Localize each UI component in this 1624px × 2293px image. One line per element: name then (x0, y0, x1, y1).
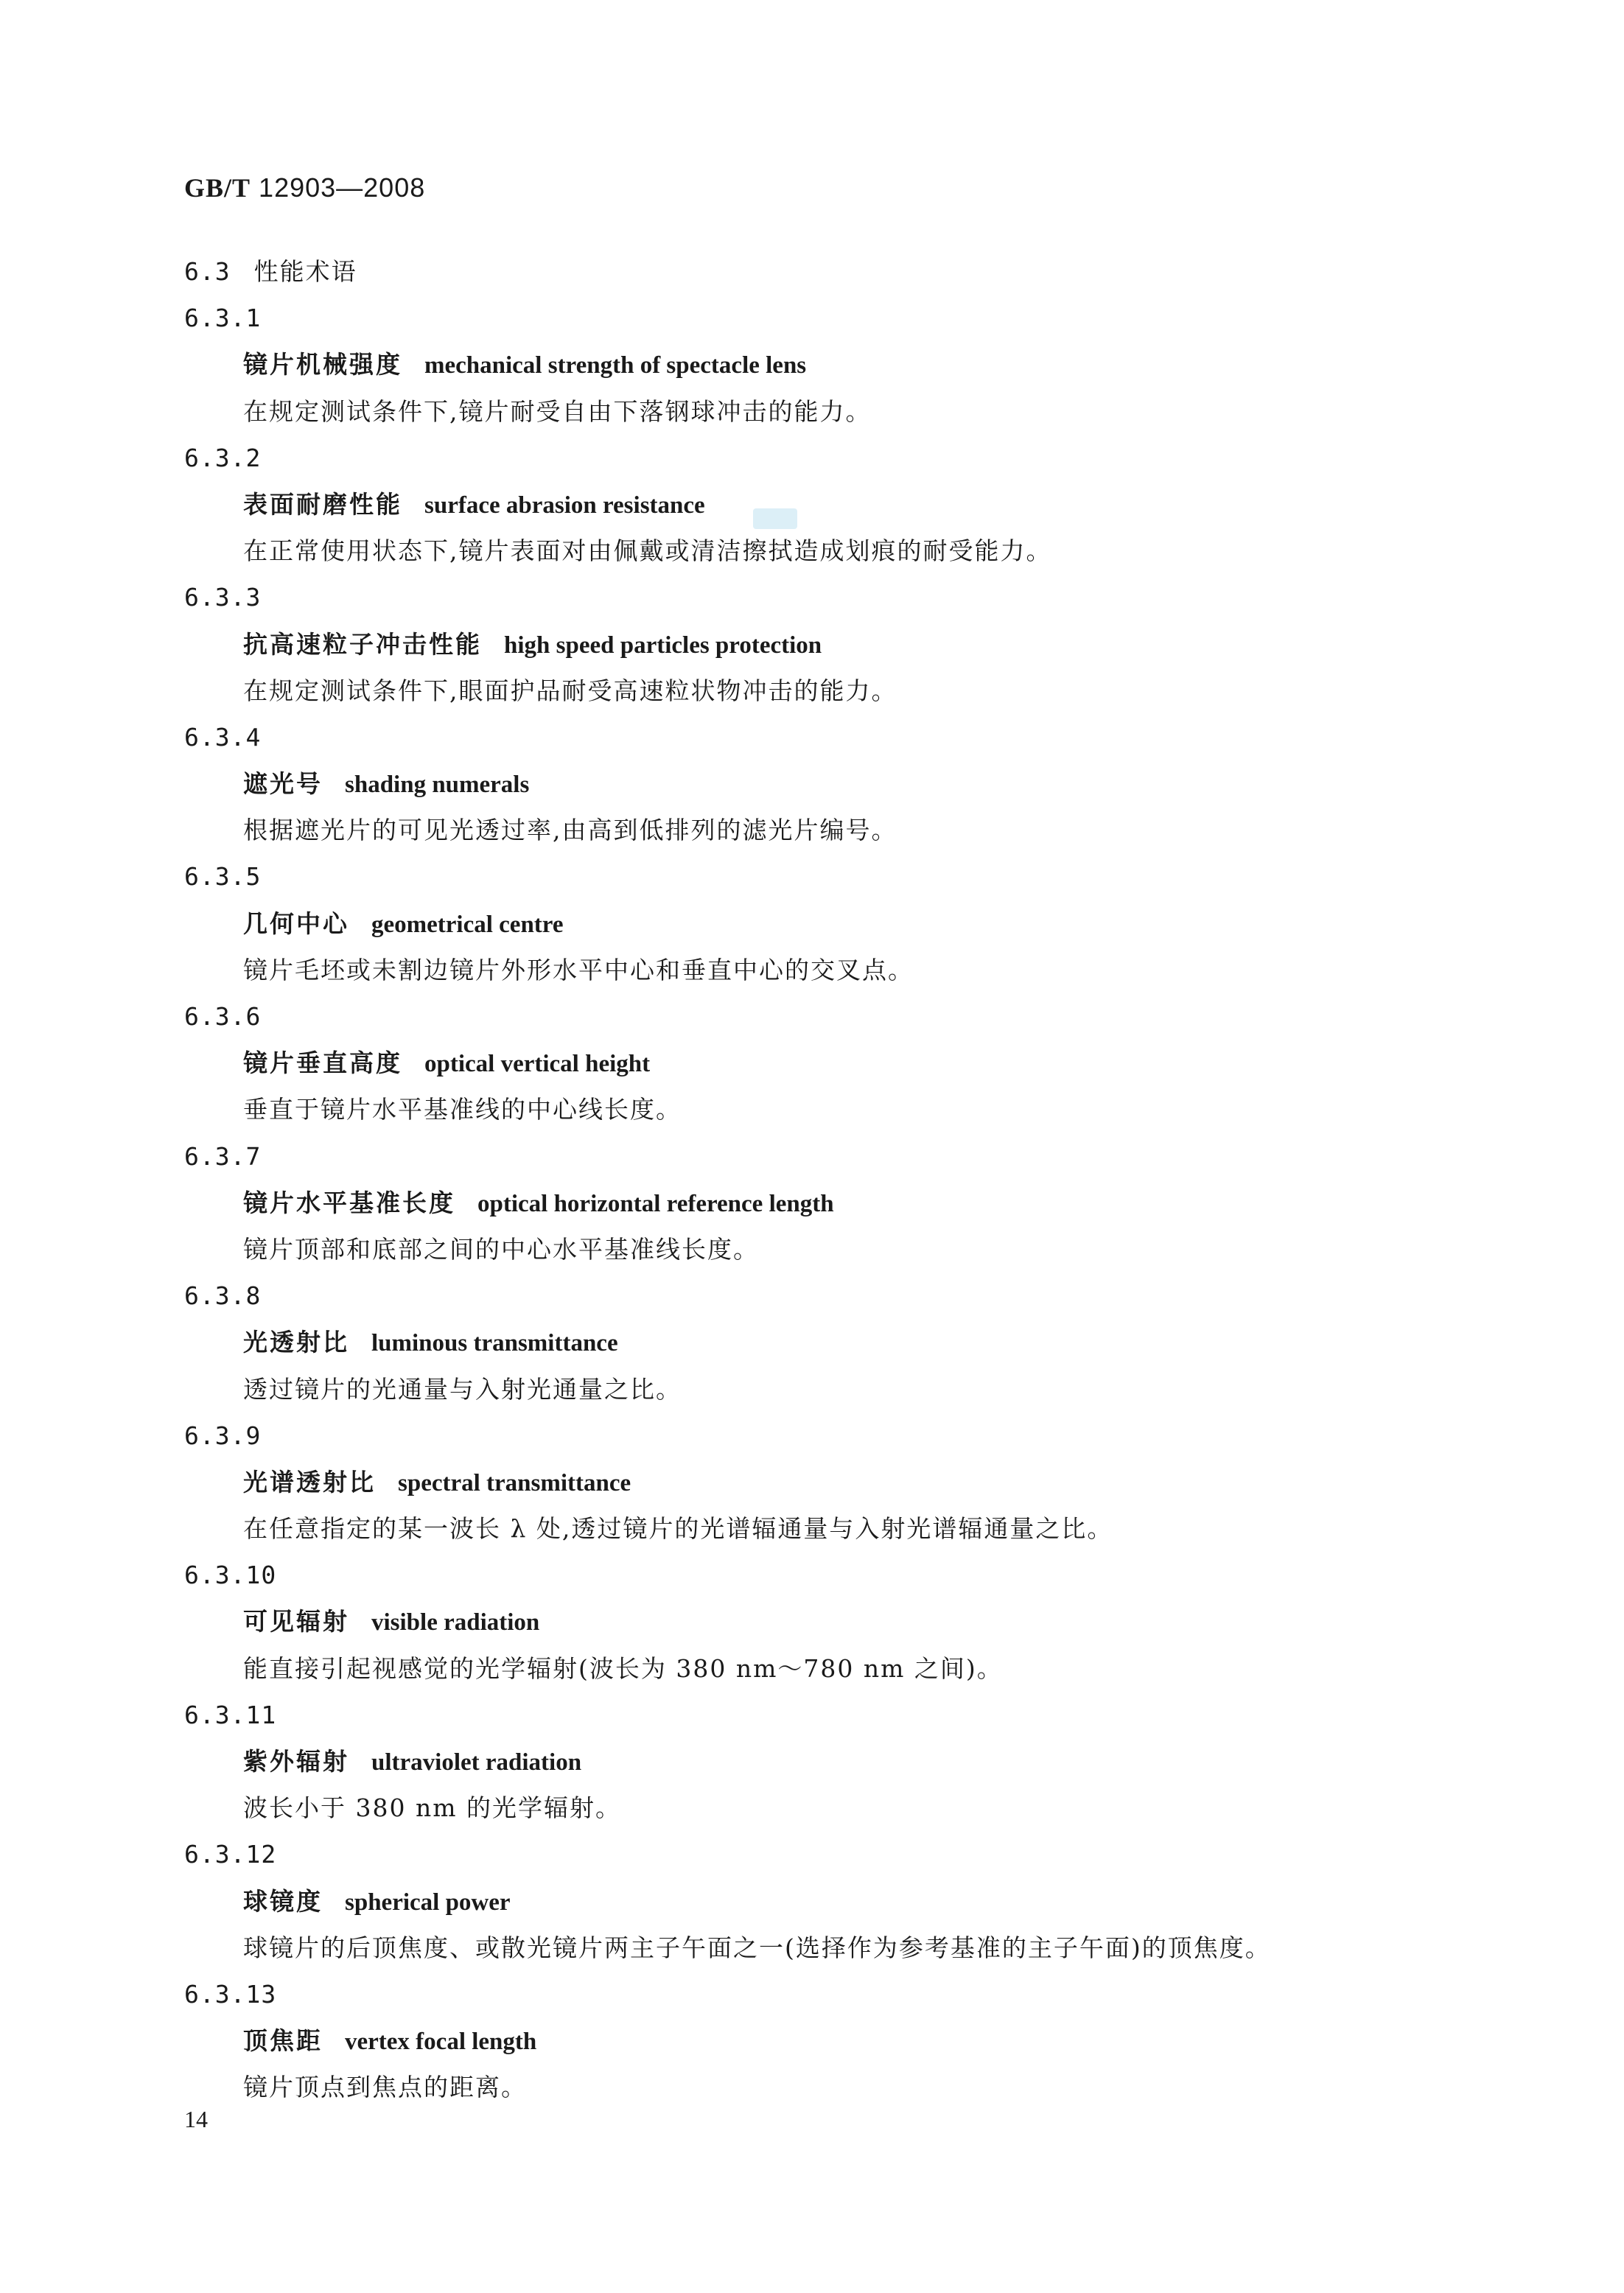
term-entry (184, 1272, 1452, 1412)
term-english: optical vertical height (424, 1051, 651, 1078)
term-english: surface abrasion resistance (424, 491, 705, 519)
term-number: 6.3.11 (184, 1700, 277, 1729)
term-number: 6.3.12 (184, 1840, 277, 1869)
term-english: geometrical centre (371, 911, 564, 938)
term-chinese: 遮光号 (243, 769, 323, 799)
term-number: 6.3.3 (184, 583, 262, 612)
term-entry (184, 993, 1452, 1133)
term-number: 6.3.1 (184, 304, 262, 333)
term-entry (184, 574, 1452, 714)
term-number: 6.3.2 (184, 443, 262, 472)
term-english: high speed particles protection (504, 631, 822, 659)
section-heading (184, 248, 1452, 295)
term-definition: 垂直于镜片水平基准线的中心线长度。 (243, 1095, 682, 1124)
term-number: 6.3.10 (184, 1561, 277, 1590)
term-number: 6.3.8 (184, 1281, 262, 1311)
term-definition: 镜片顶部和底部之间的中心水平基准线长度。 (243, 1234, 759, 1264)
term-chinese: 镜片水平基准长度 (243, 1188, 455, 1217)
term-definition: 波长小于 380 nm 的光学辐射。 (243, 1793, 622, 1823)
term-definition: 在规定测试条件下,镜片耐受自由下落钢球冲击的能力。 (243, 396, 872, 426)
term-chinese: 抗高速粒子冲击性能 (243, 629, 482, 659)
term-chinese: 紫外辐射 (243, 1747, 349, 1776)
term-heading (184, 1040, 1452, 1086)
term-english: mechanical strength of spectacle lens (424, 352, 807, 379)
standard-code: GB/T (184, 173, 251, 203)
term-definition: 在任意指定的某一波长 λ 处,透过镜片的光谱辐通量与入射光谱辐通量之比。 (243, 1514, 1113, 1544)
term-heading (184, 1319, 1452, 1365)
term-english: visible radiation (371, 1609, 540, 1636)
term-list (184, 295, 1452, 2110)
term-definition: 能直接引起视感觉的光学辐射(波长为 380 nm～780 nm 之间)。 (243, 1653, 1003, 1683)
term-entry (184, 1552, 1452, 1692)
term-number: 6.3.4 (184, 722, 262, 752)
term-entry (184, 1133, 1452, 1273)
term-definition: 镜片毛坯或未割边镜片外形水平中心和垂直中心的交叉点。 (243, 955, 914, 984)
term-chinese: 表面耐磨性能 (243, 489, 402, 519)
term-entry (184, 435, 1452, 575)
term-heading (184, 481, 1452, 528)
term-chinese: 几何中心 (243, 909, 349, 938)
term-english: optical horizontal reference length (477, 1190, 834, 1217)
term-heading (184, 341, 1452, 388)
term-chinese: 镜片机械强度 (243, 350, 402, 379)
term-definition: 在规定测试条件下,眼面护品耐受高速粒状物冲击的能力。 (243, 676, 897, 705)
term-chinese: 球镜度 (243, 1886, 323, 1916)
term-definition: 球镜片的后顶焦度、或散光镜片两主子午面之一(选择作为参考基准的主子午面)的顶焦度。 (243, 1933, 1271, 1962)
term-chinese: 可见辐射 (243, 1607, 349, 1636)
term-entry (184, 1692, 1452, 1832)
term-number: 6.3.5 (184, 862, 262, 892)
standard-header (184, 172, 425, 203)
term-heading (184, 1738, 1452, 1785)
term-english: luminous transmittance (371, 1330, 618, 1357)
term-entry (184, 1831, 1452, 1971)
term-number: 6.3.13 (184, 1979, 277, 2009)
term-heading (184, 1878, 1452, 1925)
term-english: vertex focal length (345, 2028, 537, 2056)
document-body (184, 248, 1452, 2111)
term-heading (184, 1459, 1452, 1505)
term-definition: 在正常使用状态下,镜片表面对由佩戴或清洁擦拭造成划痕的耐受能力。 (243, 536, 1052, 566)
term-entry (184, 1412, 1452, 1552)
term-heading (184, 760, 1452, 807)
term-english: spectral transmittance (398, 1469, 631, 1496)
term-number: 6.3.7 (184, 1141, 262, 1171)
term-english: shading numerals (345, 771, 530, 799)
term-definition: 透过镜片的光通量与入射光通量之比。 (243, 1374, 682, 1404)
term-heading (184, 1180, 1452, 1226)
term-entry (184, 1971, 1452, 2111)
term-chinese: 镜片垂直高度 (243, 1049, 402, 1078)
term-chinese: 光谱透射比 (243, 1467, 376, 1496)
term-english: spherical power (345, 1888, 511, 1916)
term-heading (184, 1598, 1452, 1645)
term-entry (184, 295, 1452, 435)
term-english: ultraviolet radiation (371, 1749, 582, 1776)
term-heading (184, 621, 1452, 668)
section-title: 性能术语 (253, 257, 357, 286)
term-chinese: 顶焦距 (243, 2026, 323, 2056)
term-definition: 镜片顶点到焦点的距离。 (243, 2073, 527, 2102)
page-number: 14 (184, 2106, 208, 2132)
term-heading (184, 900, 1452, 947)
term-chinese: 光透射比 (243, 1328, 349, 1357)
term-number: 6.3.9 (184, 1421, 262, 1450)
term-definition: 根据遮光片的可见光透过率,由高到低排列的滤光片编号。 (243, 816, 897, 845)
term-entry (184, 853, 1452, 993)
standard-number: 12903—2008 (259, 172, 426, 203)
term-heading (184, 2017, 1452, 2064)
section-number: 6.3 (184, 257, 231, 286)
term-entry (184, 714, 1452, 854)
term-number: 6.3.6 (184, 1002, 262, 1031)
